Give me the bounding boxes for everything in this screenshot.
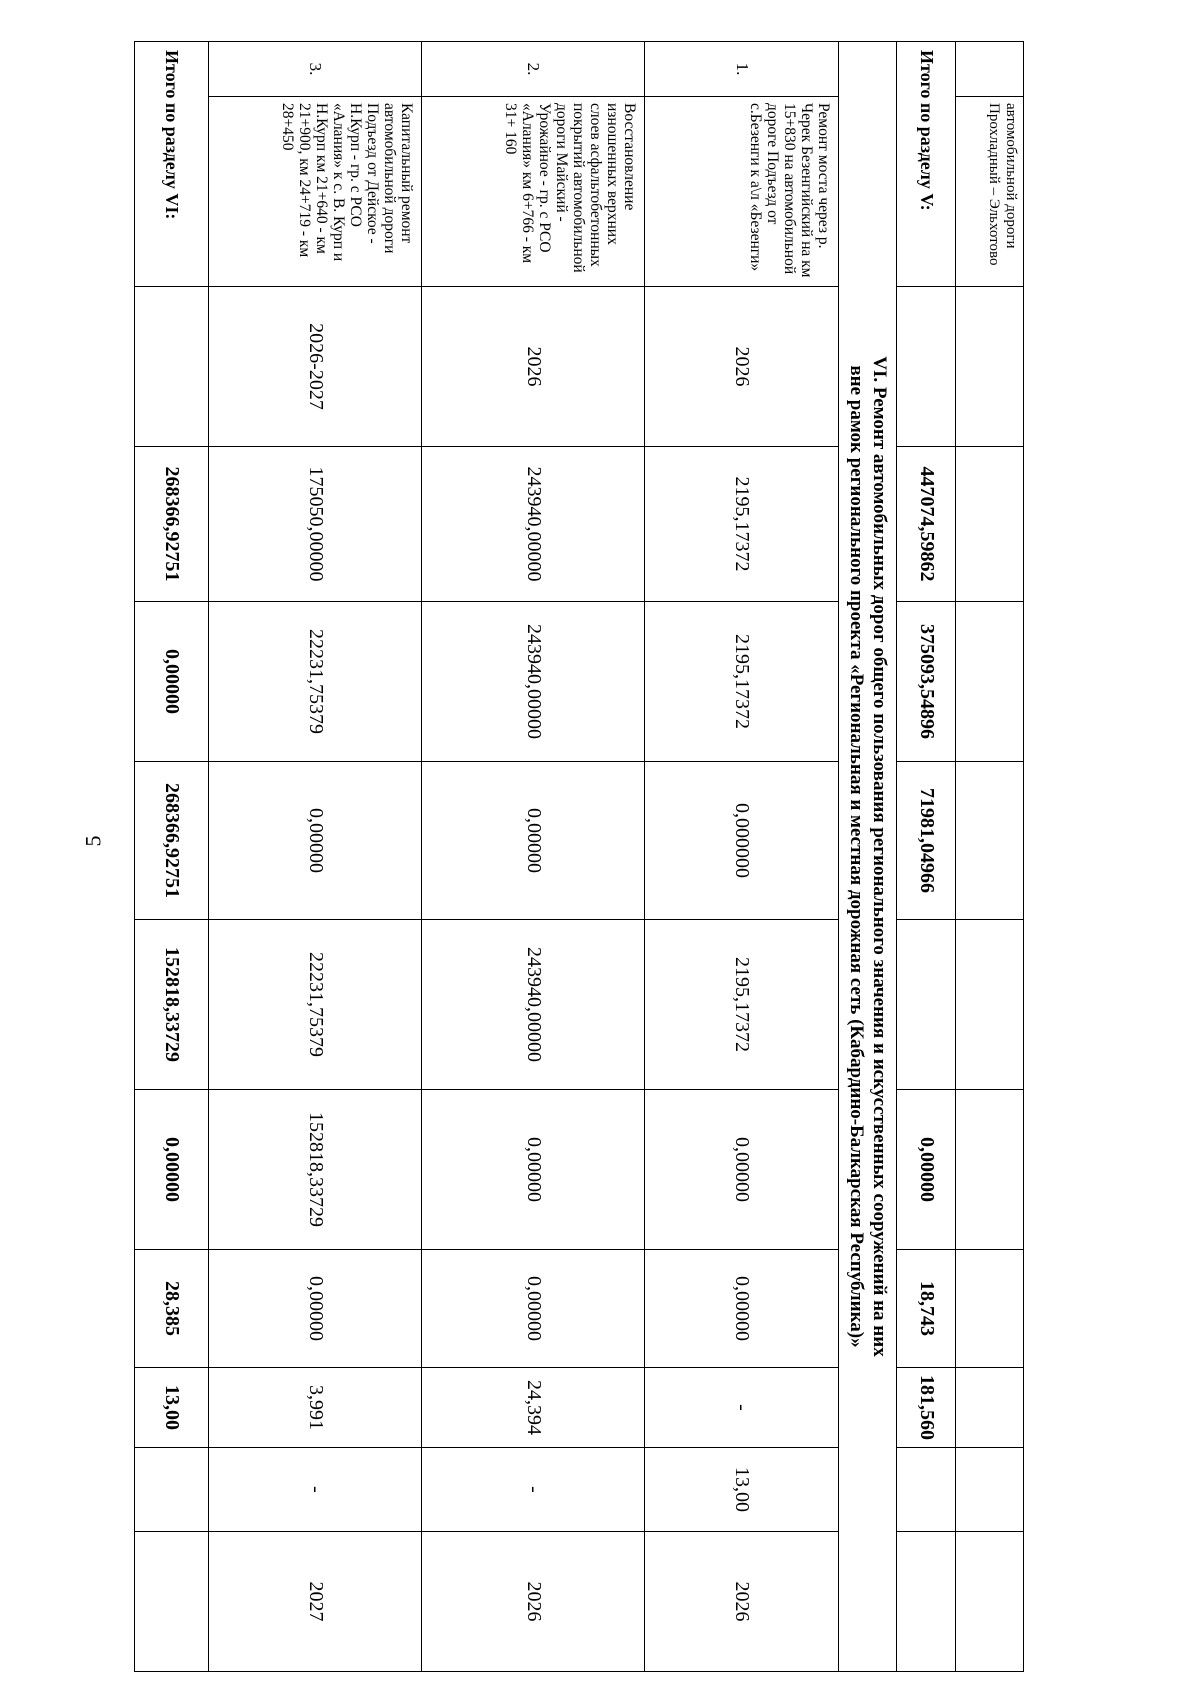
value-cell: 2195,17372 [645,447,839,602]
section-heading-line-2: вне рамок регионального проекта «Региональная и местная дорожная сеть (Кабардино-Балкарская Республика)» [845,365,867,1348]
total-value: 0,00000 [135,602,209,762]
total-value: 152818,33729 [135,920,209,1090]
value-cell: 2195,17372 [645,920,839,1090]
value-cell: 0,00000 [645,1250,839,1368]
index-cell [955,42,1023,97]
rotated-table-container [134,41,1024,1671]
value-cell: 0,00000 [422,1250,645,1368]
value-cell: 22231,75379 [209,602,422,762]
value-cell: 0,00000 [209,1250,422,1368]
total-value: 375093,54896 [897,602,955,762]
value-cell: 2195,17372 [645,602,839,762]
value-cell: 243940,00000 [422,602,645,762]
total-value: 0,00000 [135,1090,209,1250]
period-cell: 2026 [645,287,839,447]
value-cell: 24,394 [422,1368,645,1448]
total-value: 268366,92751 [135,762,209,920]
row-index: 3. [209,42,422,97]
value-cell: 0,00000 [209,762,422,920]
value-cell: 243940,00000 [422,920,645,1090]
total-value: 0,00000 [897,1090,955,1250]
value-cell: 22231,75379 [209,920,422,1090]
value-cell: - [209,1448,422,1532]
row-index: 2. [422,42,645,97]
total-value [897,920,955,1090]
value-cell: 3,991 [209,1368,422,1448]
value-cell: 0,00000 [645,1090,839,1250]
total-value: 28,385 [135,1250,209,1368]
year-cell: 2026 [645,1532,839,1672]
value-cell: 0,000000 [645,762,839,920]
total-value [135,287,209,447]
total-label: Итого по разделу VI: [135,42,209,287]
table-row [422,42,645,1672]
section-vi-heading-row [838,42,896,1672]
total-value [897,287,955,447]
total-value [135,1448,209,1532]
section-heading [838,42,896,1672]
period-cell: 2026 [422,287,645,447]
object-name-cell: автомобильной дороги Прохладный – Эльхотово [955,97,1023,287]
total-value: 268366,92751 [135,447,209,602]
value-cell: 175050,00000 [209,447,422,602]
year-cell: 2027 [209,1532,422,1672]
total-value: 18,743 [897,1250,955,1368]
object-name-cell: Ремонт моста через р. Черек Безенгийский на км 15+830 на автомобильной дороге Подъезд от с.Безенги к а\л «Безенги» [645,97,839,287]
total-value: 447074,59862 [897,447,955,602]
value-cell: 0,00000 [422,1090,645,1250]
section-heading-line-1: VI. Ремонт автомобильных дорог общего пользования регионального значения и искусственных сооружений на них [868,356,890,1357]
value-cell: - [422,1448,645,1532]
table-row [645,42,839,1672]
year-cell: 2026 [422,1532,645,1672]
section-vi-total-row [135,42,209,1672]
table-row [209,42,422,1672]
page-number: 5 [80,835,106,847]
total-value: 13,00 [135,1368,209,1448]
value-cell: - [645,1368,839,1448]
total-value [897,1448,955,1532]
total-value: 181,560 [897,1368,955,1448]
value-cell: 13,00 [645,1448,839,1532]
section-v-total-row [897,42,955,1672]
value-cell: 0,00000 [422,762,645,920]
total-label: Итого по разделу V: [897,42,955,287]
value-cell: 152818,33729 [209,1090,422,1250]
value-cell: 243940,00000 [422,447,645,602]
object-name-cell: Капитальный ремонт автомобильной дороги Подъезд от Дейское - Н.Курп - гр. с РСО «Алания» к с. В. Курп и Н.Курп км 21+640 - км 21+900, км 24+719 - км 28+450 [209,97,422,287]
repair-program-table [134,41,1024,1672]
total-value: 71981,04966 [897,762,955,920]
table-row [955,42,1023,1672]
period-cell: 2026-2027 [209,287,422,447]
row-index: 1. [645,42,839,97]
object-name-cell: Восстановление изношенных верхних слоев асфальтобетонных покрытий автомобильной дороги Майский - Урожайное - гр. с РСО «Алания» км 6+766 - км 31+ 160 [422,97,645,287]
